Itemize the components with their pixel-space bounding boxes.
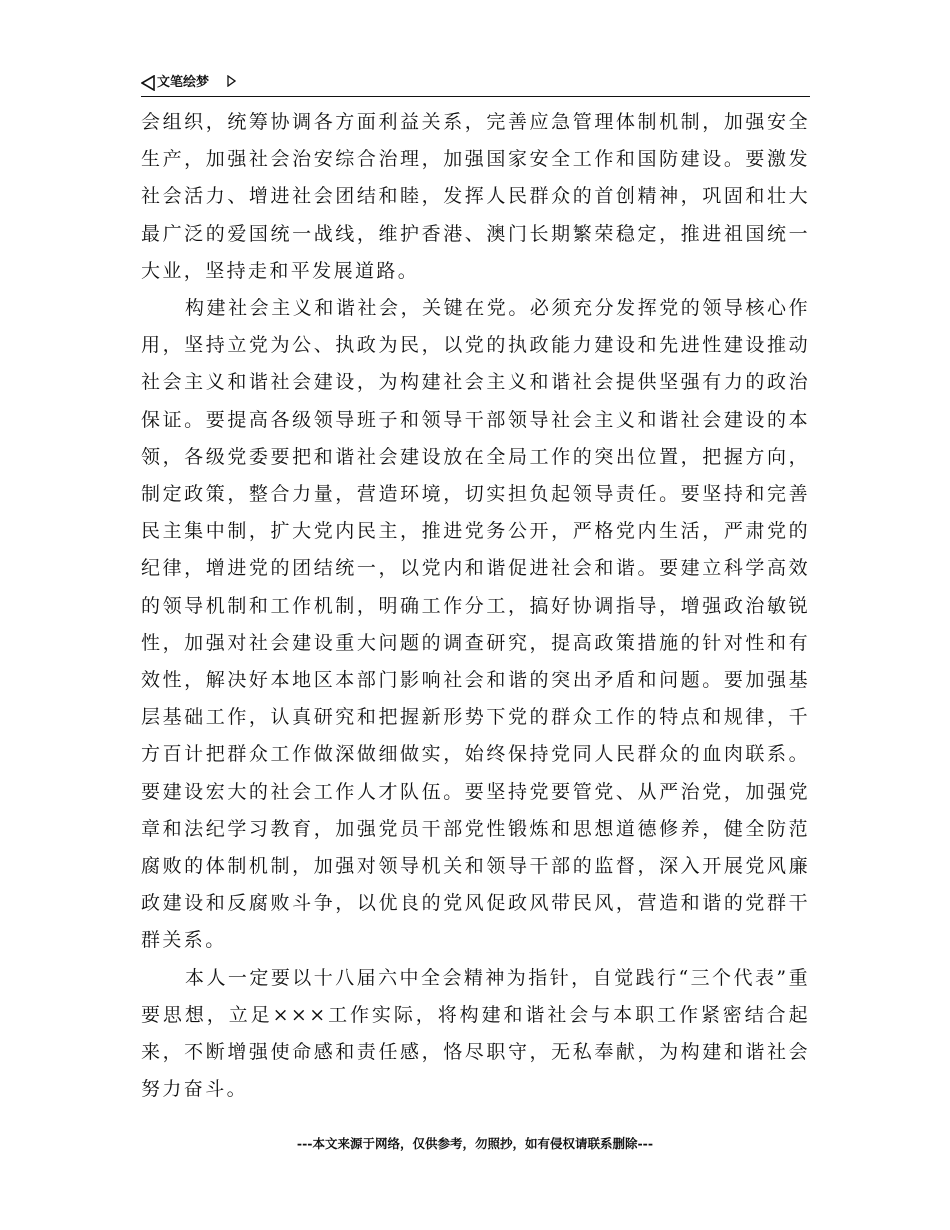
document-body [141, 104, 810, 1108]
triangle-right-icon [227, 75, 236, 87]
triangle-left-icon [141, 75, 155, 91]
header-brand: 文笔绘梦 [157, 75, 210, 90]
paragraph-1: 会组织，统筹协调各方面利益关系，完善应急管理体制机制，加强安全生产，加强社会治安综合治理，加强国家安全工作和国防建设。要激发社会活力、增进社会团结和睦，发挥人民群众的首创精神，巩固和壮大最广泛的爱国统一战线，维护香港、澳门长期繁荣稳定，推进祖国统一大业，坚持走和平发展道路。 [141, 111, 810, 282]
paragraph-3: 本人一定要以十八届六中全会精神为指针，自觉践行“三个代表”重要思想，立足×××工作实际，将构建和谐社会与本职工作紧密结合起来，不断增强使命感和责任感，恪尽职守，无私奉献，为构建和谐社会努力奋斗。 [141, 966, 810, 1101]
page-header [141, 72, 810, 97]
footer-notice: ---本文来源于网络，仅供参考，勿照抄，如有侵权请联系删除--- [296, 1136, 654, 1151]
paragraph-2: 构建社会主义和谐社会，关键在党。必须充分发挥党的领导核心作用，坚持立党为公、执政为民，以党的执政能力建设和先进性建设推动社会主义和谐社会建设，为构建社会主义和谐社会提供坚强有力的政治保证。要提高各级领导班子和领导干部领导社会主义和谐社会建设的本领，各级党委要把和谐社会建设放在全局工作的突出位置，把握方向，制定政策，整合力量，营造环境，切实担负起领导责任。要坚持和完善民主集中制，扩大党内民主，推进党务公开，严格党内生活，严肃党的纪律，增进党的团结统一，以党内和谐促进社会和谐。要建立科学高效的领导机制和工作机制，明确工作分工，搞好协调指导，增强政治敏锐性，加强对社会建设重大问题的调查研究，提高政策措施的针对性和有效性，解决好本地区本部门影响社会和谐的突出矛盾和问题。要加强基层基础工作，认真研究和把握新形势下党的群众工作的特点和规律，千方百计把群众工作做深做细做实，始终保持党同人民群众的血肉联系。要建设宏大的社会工作人才队伍。要坚持党要管党、从严治党，加强党章和法纪学习教育，加强党员干部党性锻炼和思想道德修养，健全防范腐败的体制机制，加强对领导机关和领导干部的监督，深入开展党风廉政建设和反腐败斗争，以优良的党风促政风带民风，营造和谐的党群干群关系。 [141, 297, 810, 952]
